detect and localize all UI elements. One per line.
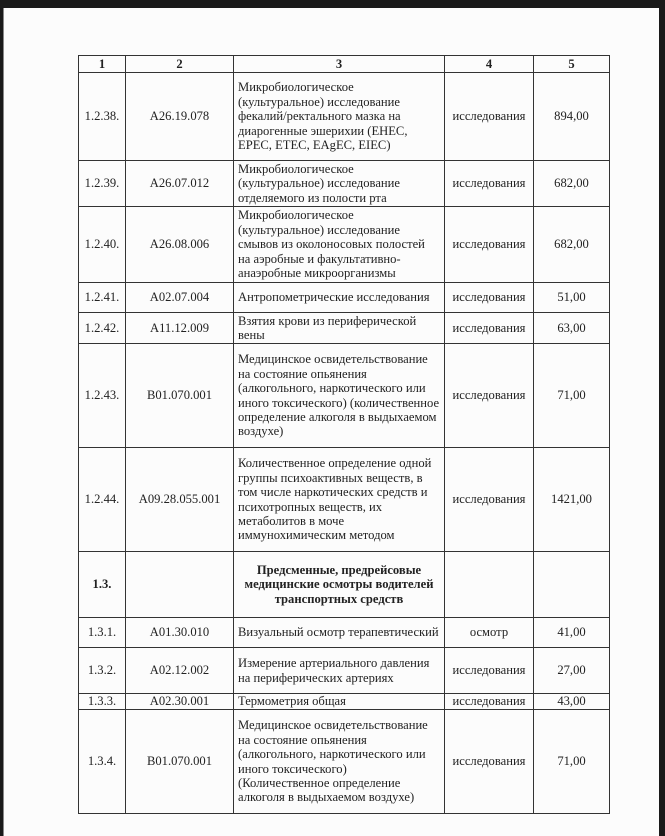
unit-of-measure: исследования <box>445 313 534 344</box>
service-code: A09.28.055.001 <box>126 448 234 552</box>
table-row <box>79 344 610 448</box>
service-name: Визуальный осмотр терапевтический <box>234 618 445 648</box>
service-code: A26.19.078 <box>126 73 234 161</box>
table-row <box>79 161 610 207</box>
service-name: Взятия крови из периферической вены <box>234 313 445 344</box>
service-code: A02.07.004 <box>126 283 234 313</box>
row-number: 1.3.2. <box>79 648 126 694</box>
table-row <box>79 313 610 344</box>
service-code: B01.070.001 <box>126 344 234 448</box>
table-row <box>79 448 610 552</box>
service-name: Антропометрические исследования <box>234 283 445 313</box>
unit-of-measure: исследования <box>445 207 534 283</box>
service-name: Термометрия общая <box>234 694 445 710</box>
service-name: Микробиологическое (культуральное) исследование смывов из околоносовых полостей на аэробные и факультативно-анаэробные микроорганизмы <box>234 207 445 283</box>
service-name: Измерение артериального давления на периферических артериях <box>234 648 445 694</box>
scanned-page <box>3 8 659 836</box>
table-row <box>79 710 610 814</box>
table-row <box>79 694 610 710</box>
row-number: 1.3.3. <box>79 694 126 710</box>
table-row <box>79 207 610 283</box>
service-code: B01.070.001 <box>126 710 234 814</box>
price: 71,00 <box>534 710 610 814</box>
service-code: A02.30.001 <box>126 694 234 710</box>
unit-of-measure: исследования <box>445 344 534 448</box>
unit-of-measure: осмотр <box>445 618 534 648</box>
price: 1421,00 <box>534 448 610 552</box>
table-row <box>79 648 610 694</box>
row-number: 1.3.4. <box>79 710 126 814</box>
service-code: A26.08.006 <box>126 207 234 283</box>
price: 682,00 <box>534 207 610 283</box>
table-row <box>79 618 610 648</box>
table-row <box>79 73 610 161</box>
header-row <box>79 56 610 73</box>
section-code-empty <box>126 552 234 618</box>
header-col-5: 5 <box>534 56 610 73</box>
service-name: Количественное определение одной группы психоактивных веществ, в том числе наркотических средств и психотропных веществ, их метаболитов в моче иммунохимическим методом <box>234 448 445 552</box>
service-code: A02.12.002 <box>126 648 234 694</box>
unit-of-measure: исследования <box>445 648 534 694</box>
service-name: Медицинское освидетельствование на состояние опьянения (алкогольного, наркотического или иного токсического) (Количественное определение алкоголя в выдыхаемом воздухе) <box>234 710 445 814</box>
unit-of-measure: исследования <box>445 694 534 710</box>
price-list-table <box>78 55 610 814</box>
unit-of-measure: исследования <box>445 283 534 313</box>
price: 43,00 <box>534 694 610 710</box>
section-number: 1.3. <box>79 552 126 618</box>
section-unit-empty <box>445 552 534 618</box>
price: 682,00 <box>534 161 610 207</box>
section-price-empty <box>534 552 610 618</box>
row-number: 1.2.40. <box>79 207 126 283</box>
header-col-3: 3 <box>234 56 445 73</box>
section-title: Предсменные, предрейсовые медицинские осмотры водителей транспортных средств <box>234 552 445 618</box>
price: 71,00 <box>534 344 610 448</box>
row-number: 1.2.43. <box>79 344 126 448</box>
row-number: 1.2.38. <box>79 73 126 161</box>
price: 63,00 <box>534 313 610 344</box>
service-code: A26.07.012 <box>126 161 234 207</box>
header-col-4: 4 <box>445 56 534 73</box>
row-number: 1.2.44. <box>79 448 126 552</box>
row-number: 1.2.39. <box>79 161 126 207</box>
service-code: A11.12.009 <box>126 313 234 344</box>
unit-of-measure: исследования <box>445 710 534 814</box>
unit-of-measure: исследования <box>445 161 534 207</box>
unit-of-measure: исследования <box>445 448 534 552</box>
unit-of-measure: исследования <box>445 73 534 161</box>
price: 894,00 <box>534 73 610 161</box>
price: 41,00 <box>534 618 610 648</box>
header-col-1: 1 <box>79 56 126 73</box>
service-name: Медицинское освидетельствование на состояние опьянения (алкогольного, наркотического или иного токсического) (количественное определение алкоголя в выдыхаемом воздухе) <box>234 344 445 448</box>
service-name: Микробиологическое (культуральное) исследование отделяемого из полости рта <box>234 161 445 207</box>
price: 51,00 <box>534 283 610 313</box>
table-row <box>79 283 610 313</box>
price: 27,00 <box>534 648 610 694</box>
header-col-2: 2 <box>126 56 234 73</box>
row-number: 1.2.42. <box>79 313 126 344</box>
service-name: Микробиологическое (культуральное) исследование фекалий/ректального мазка на диарогенные эшерихии (EHEC, EPEC, ETEC, EAgEC, EIEC) <box>234 73 445 161</box>
row-number: 1.3.1. <box>79 618 126 648</box>
service-code: A01.30.010 <box>126 618 234 648</box>
section-row <box>79 552 610 618</box>
row-number: 1.2.41. <box>79 283 126 313</box>
